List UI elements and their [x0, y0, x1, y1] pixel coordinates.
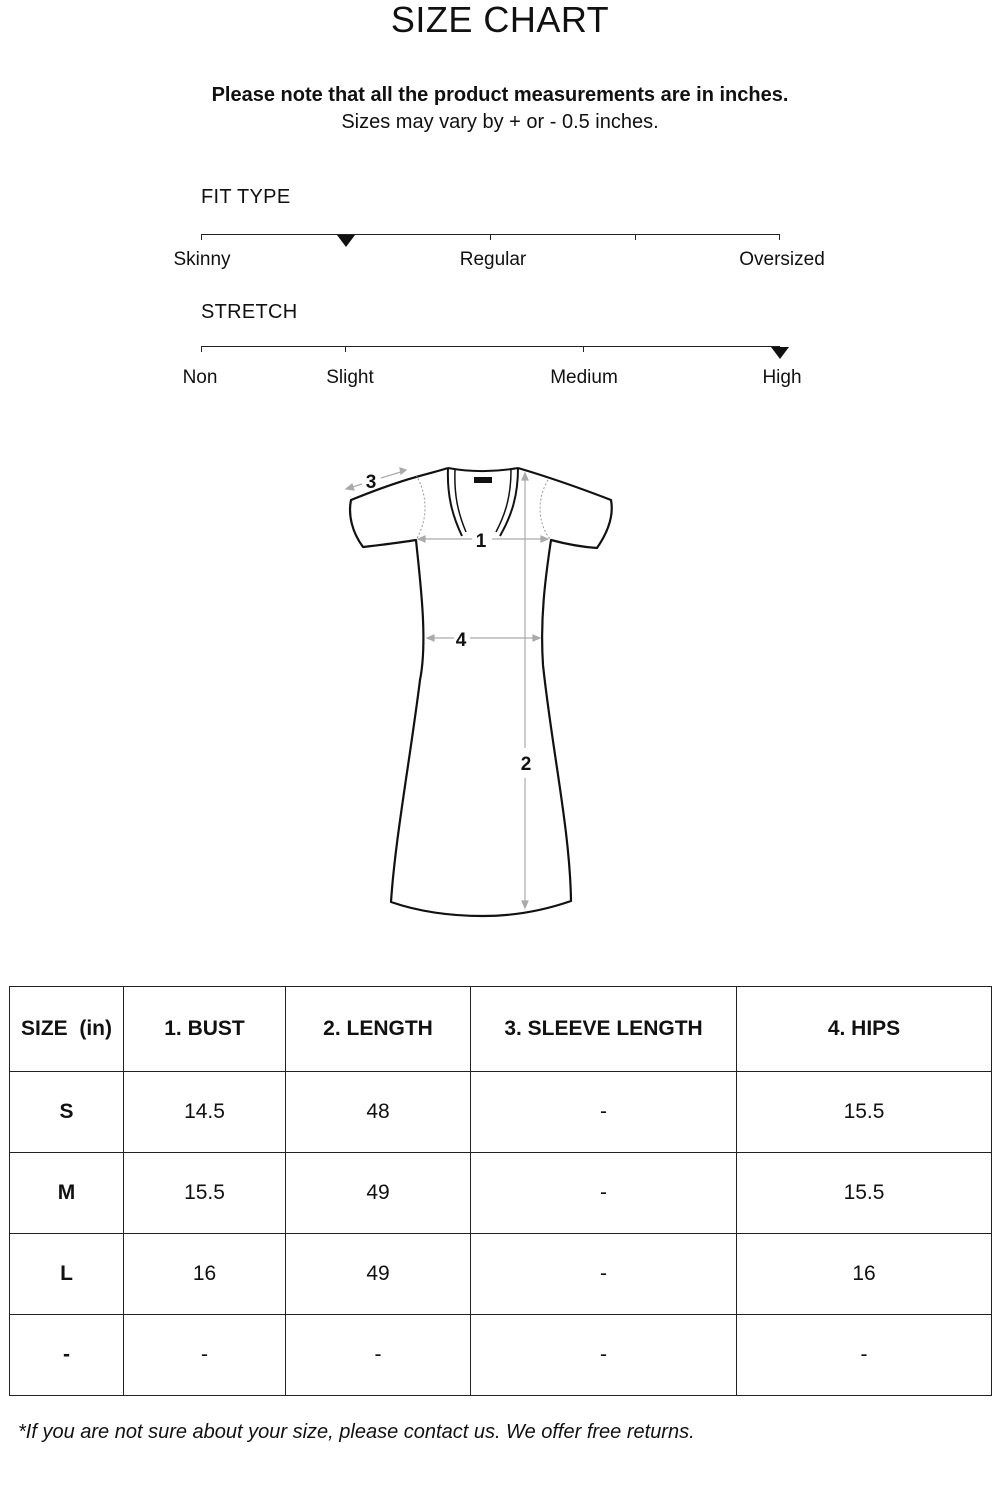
length-cell: 49 — [286, 1153, 471, 1234]
fit-type-tick — [779, 234, 780, 240]
header-bust: 1. BUST — [124, 987, 286, 1072]
fit-type-tick — [201, 234, 202, 240]
size-table — [9, 986, 992, 1396]
stretch-tick — [201, 346, 202, 352]
fit-type-heading: FIT TYPE — [201, 186, 291, 208]
sleeve-length-cell: - — [471, 1315, 737, 1396]
header-size: SIZE (in) — [10, 987, 124, 1072]
hips-cell: 15.5 — [737, 1072, 992, 1153]
size-cell: L — [10, 1234, 124, 1315]
diagram-label-3: 3 — [365, 472, 377, 493]
header-hips: 4. HIPS — [737, 987, 992, 1072]
dress-diagram-icon — [330, 455, 630, 925]
table-row — [10, 1153, 992, 1234]
sleeve-length-cell: - — [471, 1234, 737, 1315]
table-row — [10, 1234, 992, 1315]
fit-type-label-regular: Regular — [459, 249, 527, 270]
fit-type-marker-icon — [337, 235, 355, 247]
length-cell: 49 — [286, 1234, 471, 1315]
stretch-label-slight: Slight — [326, 367, 374, 388]
table-row — [10, 1072, 992, 1153]
hips-cell: 16 — [737, 1234, 992, 1315]
fit-type-label-oversized: Oversized — [739, 249, 825, 270]
stretch-line — [201, 346, 780, 347]
length-cell: 48 — [286, 1072, 471, 1153]
bust-cell: 16 — [124, 1234, 286, 1315]
bust-cell: 15.5 — [124, 1153, 286, 1234]
diagram-label-4: 4 — [455, 630, 467, 651]
variance-note: Sizes may vary by + or - 0.5 inches. — [341, 111, 659, 133]
fit-type-tick — [635, 234, 636, 240]
length-cell: - — [286, 1315, 471, 1396]
diagram-label-2: 2 — [520, 754, 532, 775]
stretch-label-non: Non — [182, 367, 218, 388]
fit-type-tick — [490, 234, 491, 240]
size-cell: - — [10, 1315, 124, 1396]
bust-cell: 14.5 — [124, 1072, 286, 1153]
table-header-row — [10, 987, 992, 1072]
bust-cell: - — [124, 1315, 286, 1396]
hips-cell: - — [737, 1315, 992, 1396]
fit-type-label-skinny: Skinny — [173, 249, 231, 270]
sleeve-length-cell: - — [471, 1153, 737, 1234]
size-cell: M — [10, 1153, 124, 1234]
header-length: 2. LENGTH — [286, 987, 471, 1072]
stretch-tick — [583, 346, 584, 352]
size-cell: S — [10, 1072, 124, 1153]
page-title: SIZE CHART — [390, 0, 610, 40]
header-sleeve-length: 3. SLEEVE LENGTH — [471, 987, 737, 1072]
diagram-label-1: 1 — [475, 531, 487, 552]
stretch-label-medium: Medium — [550, 367, 618, 388]
stretch-heading: STRETCH — [201, 301, 298, 323]
stretch-label-high: High — [762, 367, 802, 388]
table-row — [10, 1315, 992, 1396]
measurement-note: Please note that all the product measurements are in inches. — [211, 84, 789, 106]
stretch-marker-icon — [771, 347, 789, 359]
hips-cell: 15.5 — [737, 1153, 992, 1234]
footer-note: *If you are not sure about your size, please contact us. We offer free returns. — [18, 1421, 695, 1443]
sleeve-length-cell: - — [471, 1072, 737, 1153]
stretch-tick — [345, 346, 346, 352]
